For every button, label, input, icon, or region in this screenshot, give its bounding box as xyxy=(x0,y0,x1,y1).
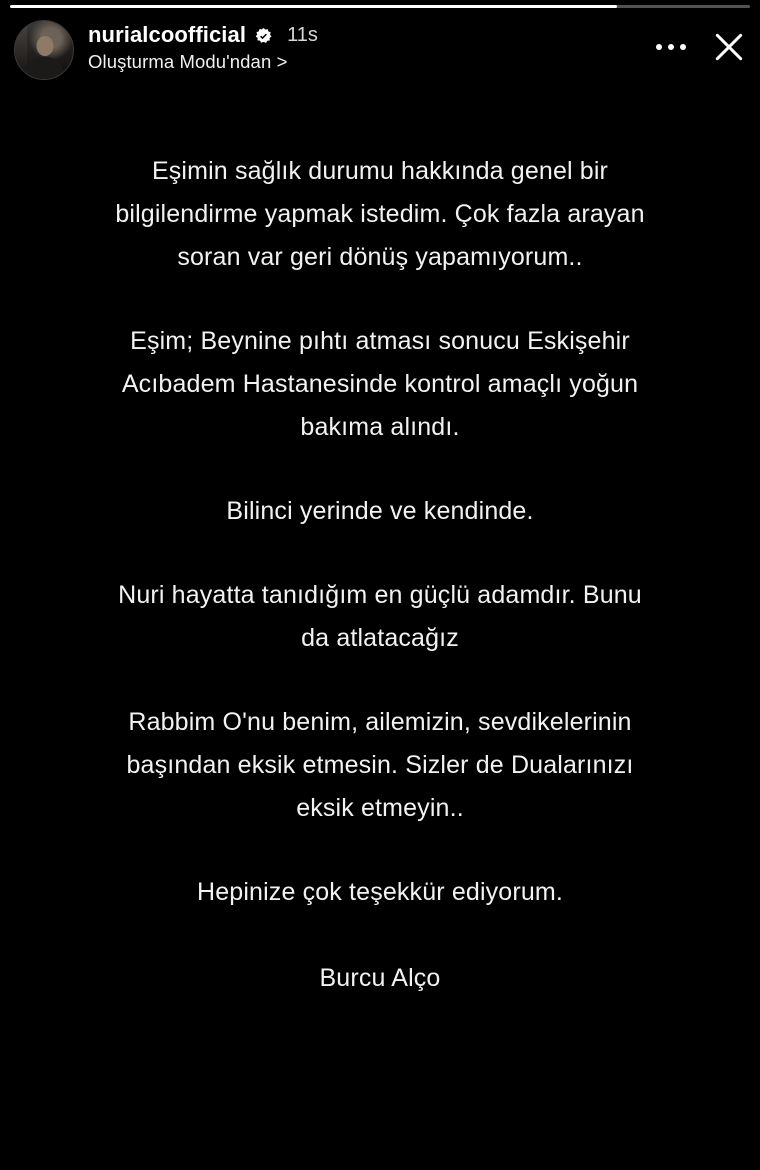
story-timestamp: 11s xyxy=(287,23,318,46)
story-paragraph: Bilinci yerinde ve kendinde. xyxy=(226,497,534,525)
verified-badge-icon xyxy=(254,27,273,46)
avatar[interactable] xyxy=(14,20,74,80)
story-paragraph: Eşim; Beynine pıhtı atması sonucu Eskişehir Acıbadem Hastanesinde kontrol amaçlı yoğun bakıma alındı. xyxy=(121,327,639,441)
story-author-line xyxy=(88,22,656,48)
story-paragraph: Nuri hayatta tanıdığım en güçlü adamdır. Bunu da atlatacağız xyxy=(118,581,642,652)
story-header xyxy=(0,14,760,86)
story-progress-bar xyxy=(10,5,750,8)
story-signature: Burcu Alço xyxy=(319,964,441,992)
story-paragraph: Hepinize çok teşekkür ediyorum. xyxy=(197,878,563,906)
close-icon[interactable] xyxy=(712,30,746,64)
avatar-face xyxy=(37,36,54,56)
more-options-icon[interactable] xyxy=(656,43,686,51)
story-creation-mode-label[interactable]: Oluşturma Modu'ndan > xyxy=(88,51,288,72)
username-label[interactable]: nurialcoofficial xyxy=(88,22,247,47)
story-paragraph: Eşimin sağlık durumu hakkında genel bir bilgilendirme yapmak istedim. Çok fazla arayan soran var geri dönüş yapamıyorum.. xyxy=(115,157,645,271)
story-header-actions xyxy=(656,14,746,64)
story-progress-fill xyxy=(10,5,617,8)
story-header-text xyxy=(88,14,656,73)
story-paragraph: Rabbim O'nu benim, ailemizin, sevdikelerinin başından eksik etmesin. Sizler de Dualarınızı eksik etmeyin.. xyxy=(126,708,634,822)
story-text-content xyxy=(0,150,760,1140)
